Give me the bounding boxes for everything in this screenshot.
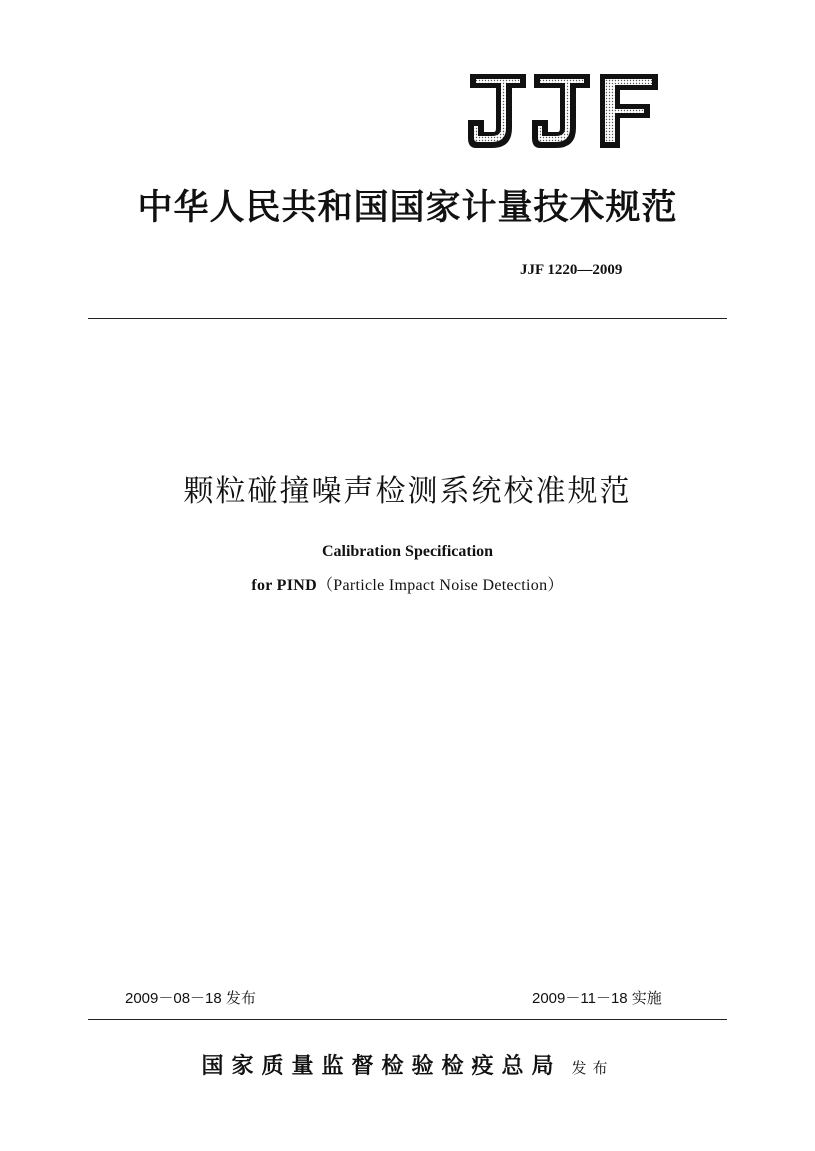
publisher-line xyxy=(0,1050,815,1084)
bottom-divider xyxy=(88,1019,727,1020)
publisher-verb: 发布 xyxy=(571,1059,614,1077)
title-en-parenthetical: （Particle Impact Noise Detection） xyxy=(316,577,564,594)
document-title-english-line1: Calibration Specification xyxy=(321,543,494,560)
issue-date: 2009－08－18 发布 xyxy=(125,990,256,1007)
standard-code: JJF 1220—2009 xyxy=(520,262,623,278)
publisher-org: 国家质量监督检验检疫总局 xyxy=(201,1053,562,1079)
document-title-english-line2 xyxy=(0,575,815,597)
effective-date: 2009－11－18 实施 xyxy=(532,990,662,1007)
jjf-logo xyxy=(466,70,660,152)
standard-type-heading: 中华人民共和国国家计量技术规范 xyxy=(137,187,678,228)
top-divider xyxy=(88,318,727,319)
title-en-bold-part: for PIND xyxy=(251,577,317,594)
document-title-chinese: 颗粒碰撞噪声检测系统校准规范 xyxy=(183,474,632,509)
